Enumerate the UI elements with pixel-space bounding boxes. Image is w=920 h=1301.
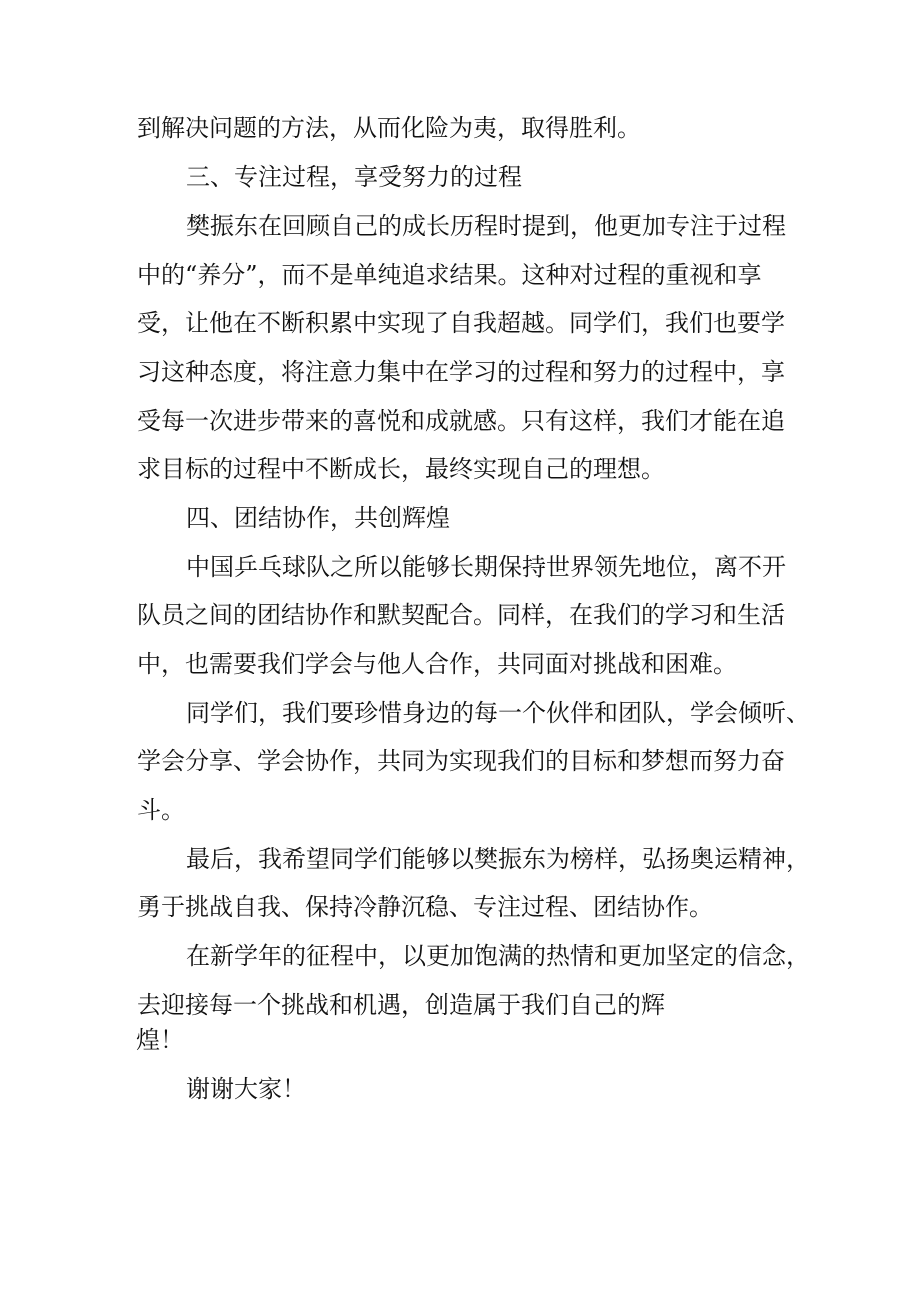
- text-line: 煌！: [136, 1026, 184, 1054]
- text-line: 中的“养分”，而不是单纯追求结果。这种对过程的重视和享: [137, 261, 762, 289]
- text-line: 学会分享、学会协作，共同为实现我们的目标和梦想而努力奋: [137, 747, 785, 775]
- text-line: 去迎接每一个挑战和机遇，创造属于我们自己的辉: [137, 991, 665, 1019]
- text-line: 到解决问题的方法，从而化险为夷，取得胜利。: [137, 114, 641, 142]
- text-line: 同学们，我们要珍惜身边的每一个伙伴和团队，学会倾听、: [186, 699, 810, 727]
- text-line: 勇于挑战自我、保持冷静沉稳、专注过程、团结协作。: [137, 893, 713, 921]
- closing-line: 谢谢大家！: [186, 1075, 306, 1103]
- text-line: 中，也需要我们学会与他人合作，共同面对挑战和困难。: [137, 650, 737, 678]
- text-line: 在新学年的征程中，以更加饱满的热情和更加坚定的信念，: [186, 942, 810, 970]
- text-line: 斗。: [137, 796, 185, 824]
- text-line: 樊振东在回顾自己的成长历程时提到，他更加专注于过程: [186, 212, 786, 240]
- text-line: 队员之间的团结协作和默契配合。同样，在我们的学习和生活: [137, 601, 785, 629]
- text-line: 最后，我希望同学们能够以樊振东为榜样，弘扬奥运精神，: [186, 845, 810, 873]
- text-line: 受每一次进步带来的喜悦和成就感。只有这样，我们才能在追: [137, 407, 785, 435]
- text-line: 求目标的过程中不断成长，最终实现自己的理想。: [137, 455, 665, 483]
- section-heading: 三、专注过程，享受努力的过程: [186, 163, 522, 191]
- text-line: 中国乒乓球队之所以能够长期保持世界领先地位，离不开: [186, 553, 786, 581]
- section-heading: 四、团结协作，共创辉煌: [186, 504, 450, 532]
- text-line: 受，让他在不断积累中实现了自我超越。同学们，我们也要学: [137, 309, 785, 337]
- text-line: 习这种态度，将注意力集中在学习的过程和努力的过程中，享: [137, 358, 785, 386]
